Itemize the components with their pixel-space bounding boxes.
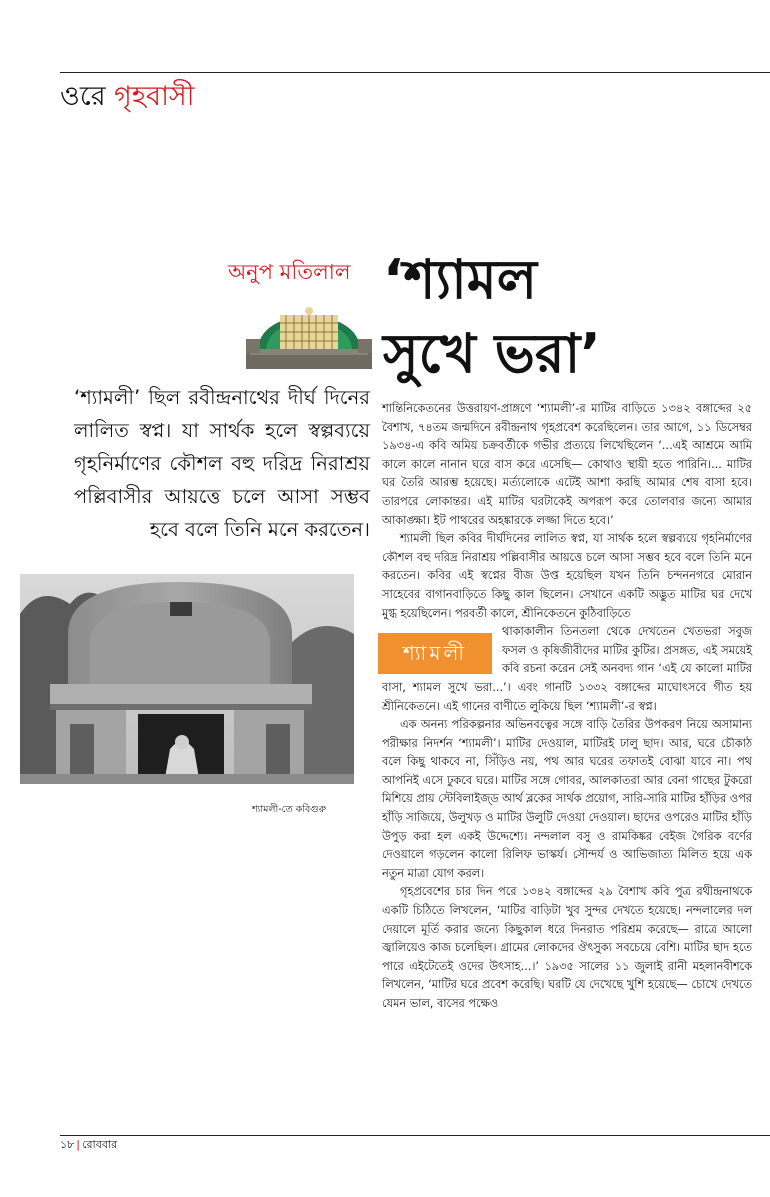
body-paragraph-2b: থাকাকালীন তিনতলা থেকে দেখতেন খেতভরা সবুজ ফসল ও কৃষিজীবীদের মাটির কুটির। প্রসঙ্গত, এই সময়েই কবি রচনা করেন সেই অনবদ্য গান ‘এই যে কালো মাটির বাসা, শ্যামল সুখে ভরা...’। এবং গানটি ১৩৩২ বঙ্গাব্দের মাঘোৎসবে গীত হয় শ্রীনিকেতনে। এই গানের বাণীতে লুকিয়ে ছিল ‘শ্যামলী’-র স্বপ্ন। — [382, 625, 752, 713]
author-name: অনুপ মতিলাল — [228, 260, 351, 284]
headline — [383, 243, 743, 391]
section-header-part1: ওরে — [60, 81, 115, 112]
article-body — [382, 400, 752, 1014]
photo-caption: শ্যামলী-তে কবিগুরু — [252, 804, 326, 815]
tagore-at-shyamali-photo — [20, 574, 354, 784]
bottom-rule — [60, 1135, 770, 1136]
headline-line-2: সুখে ভরা’ — [383, 322, 601, 385]
page-footer — [60, 1138, 117, 1152]
headline-line-1: ‘শ্যামল — [383, 248, 538, 311]
body-paragraph-1: শান্তিনিকেতনের উত্তরায়ণ-প্রাঙ্গণে ‘শ্যামলী’-র মাটির বাড়িতে ১৩৪২ বঙ্গাব্দের ২৫ বৈশাখ, ৭৪তম জন্মদিনে রবীন্দ্রনাথ গৃহপ্রবেশ করেছিলেন। তার আগে, ১১ ডিসেম্বর ১৯৩৪-এ কবি অমিয় চক্রবর্তীকে গভীর প্রত্যয়ে লিখেছিলেন ‘...এই আশ্রমে আমি কালে কালে নানান ঘরে বাস করে এসেছি— কোথাও স্থায়ী হতে পারিনি।... মাটির ঘর তৈরি আরম্ভ হয়েছে। মর্ত্যলোকে এটেই আশা করছি আমার শেষ বাসা হবে। তারপরে লোকান্তর। এই মাটির ঘরটাকেই অপরূপ করে তোলবার জন্যে আমার আকাঙ্ক্ষা। ইট পাথরের অহঙ্কারকে লজ্জা দিতে হবে।’ — [382, 402, 752, 527]
body-paragraph-3: এক অনন্য পরিকল্পনার অভিনবত্বের সঙ্গে বাড়ি তৈরির উপকরণ নিয়ে অসামান্য পরীক্ষার নিদর্শন ‘শ্যামলী’। মাটির দেওয়াল, মাটিরই ঢালু ছাদ। আর, ঘরে চৌকাঠ বলে কিছু থাকবে না, সিঁড়িও নয়, পথ আর ঘরের তফাতই বোঝা যাবে না। পথ আপনিই এসে ঢুকবে ঘরে। মাটির সঙ্গে গোবর, আলকাতরা আর বেনা গাছের টুকরো মিশিয়ে প্রায় স্টেবিলাইজ্ড আর্থ ব্লকের সার্থক প্রয়োগ, সারি-সারি মাটির হাঁড়ির ওপর হাঁড়ি সাজিয়ে, উলুখড় ও মাটির উলুটি দেওয়া দেওয়াল। ছাদের ওপরেও মাটির হাঁড়ি উপুড় করা হল একই উদ্দেশ্যে। নন্দলাল বসু ও রামকিঙ্কর বেইজ গৈরিক বর্ণের দেওয়ালে গড়লেন কালো রিলিফ ভাস্কর্য। সৌন্দর্য ও আভিজাত্য মিলিত হয়ে এক নতুন মাত্রা যোগ করল। — [382, 718, 752, 880]
footer-separator: | — [76, 1138, 80, 1151]
section-header — [60, 78, 194, 116]
page-number: ১৮ — [60, 1138, 75, 1151]
body-paragraph-2a: শ্যামলী ছিল কবির দীর্ঘদিনের লালিত স্বপ্ন, যা সার্থক হলে স্বল্পব্যয়ে গৃহনির্মাণের কৌশল বহু দরিদ্র নিরাশ্রয় পল্লিবাসীর আয়ত্তে চলে আসা সম্ভব হবে বলে তিনি মনে করতেন। কবির এই স্বপ্নের বীজ উপ্ত হয়েছিল যখন তিনি চন্দননগরে মোরান সাহেবের বাগানবাড়িতে কিছু কাল ছিলেন। সেখানে একটি অদ্ভুত মাটির ঘর দেখে মুগ্ধ হয়েছিলেন। পরবর্তী কালে, শ্রীনিকেতনে কুঠিবাড়িতে — [382, 532, 752, 620]
shyamali-tag-badge: শ্যামলী — [378, 633, 492, 674]
section-header-part2: গৃহবাসী — [114, 81, 195, 112]
standfirst: ‘শ্যামলী’ ছিল রবীন্দ্রনাথের দীর্ঘ দিনের লালিত স্বপ্ন। যা সার্থক হলে স্বল্পব্যয়ে গৃহনির্মাণের কৌশল বহু দরিদ্র নিরাশ্রয় পল্লিবাসীর আয়ত্তে চলে আসা সম্ভব হবে বলে তিনি মনে করতেন। — [74, 386, 370, 541]
magazine-name: রোববার — [82, 1138, 118, 1151]
body-paragraph-4: গৃহপ্রবেশের চার দিন পরে ১৩৪২ বঙ্গাব্দের ২৯ বৈশাখ কবি পুত্র রথীন্দ্রনাথকে একটি চিঠিতে লিখলেন, ‘মাটির বাড়িটা খুব সুন্দর দেখতে হয়েছে। নন্দলালের দল দেয়ালে মূর্তি করার জন্যে কিছুকাল ধরে দিনরাত পরিশ্রম করেছে— রাত্রে আলো জ্বালিয়েও কাজ চলেছিল। গ্রামের লোকদের ঔৎসুক্য সবচেয়ে বেশি। মাটির ছাদ হতে পারে এইটেতেই ওদের উৎসাহ...।’ ১৯৩৫ সালের ১১ জুলাই রানী মহলানবীশকে লিখলেন, ‘মাটির ঘরে প্রবেশ করেছি। ঘরটি যে দেখেছে খুশি হয়েছে— চোখে দেখতে যেমন ভাল, বাসের পক্ষেও — [382, 885, 752, 1010]
top-rule — [60, 72, 770, 73]
shyamali-emblem-image — [246, 291, 372, 369]
